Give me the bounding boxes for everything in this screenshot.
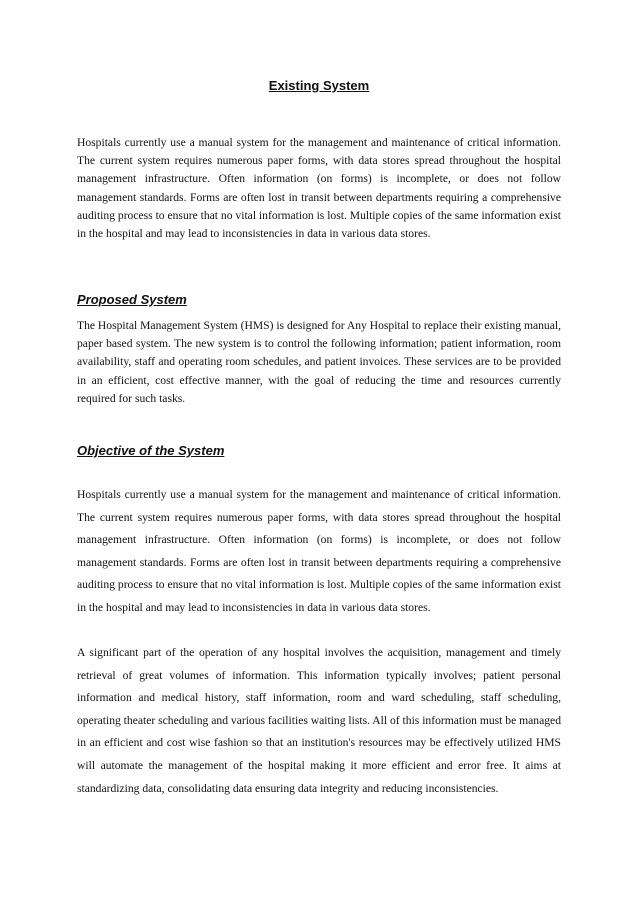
objective-heading: Objective of the System (77, 443, 225, 458)
objective-paragraph-2: A significant part of the operation of any hospital involves the acquisition, management and timely retrieval of great volumes of information. This information typically involves; patient personal information and medical history, staff information, room and ward scheduling, staff scheduling, operating theater scheduling and various facilities waiting lists. All of this information must be managed in an efficient and cost wise fashion so that an institution's resources may be effectively utilized HMS will automate the management of the hospital making it more efficient and error free. It aims at standardizing data, consolidating data ensuring data integrity and reducing inconsistencies. (77, 646, 561, 795)
proposed-system-paragraph: The Hospital Management System (HMS) is designed for Any Hospital to replace their existing manual, paper based system. The new system is to control the following information; patient information, room availability, staff and operating room schedules, and patient invoices. These services are to be provided in an efficient, cost effective manner, with the goal of reducing the time and resources currently required for such tasks. (77, 319, 561, 405)
proposed-system-heading: Proposed System (77, 292, 187, 307)
existing-system-heading: Existing System (268, 78, 370, 93)
existing-system-paragraph: Hospitals currently use a manual system for the management and maintenance of critical information. The current system requires numerous paper forms, with data stores spread throughout the hospital management infrastructure. Often information (on forms) is incomplete, or does not follow management standards. Forms are often lost in transit between departments requiring a comprehensive auditing process to ensure that no vital information is lost. Multiple copies of the same information exist in the hospital and may lead to inconsistencies in data in various data stores. (77, 136, 561, 241)
objective-paragraph-1: Hospitals currently use a manual system for the management and maintenance of critical information. The current system requires numerous paper forms, with data stores spread throughout the hospital management infrastructure. Often information (on forms) is incomplete, or does not follow management standards. Forms are often lost in transit between departments requiring a comprehensive auditing process to ensure that no vital information is lost. Multiple copies of the same information exist in the hospital and may lead to inconsistencies in data in various data stores. (77, 488, 561, 614)
